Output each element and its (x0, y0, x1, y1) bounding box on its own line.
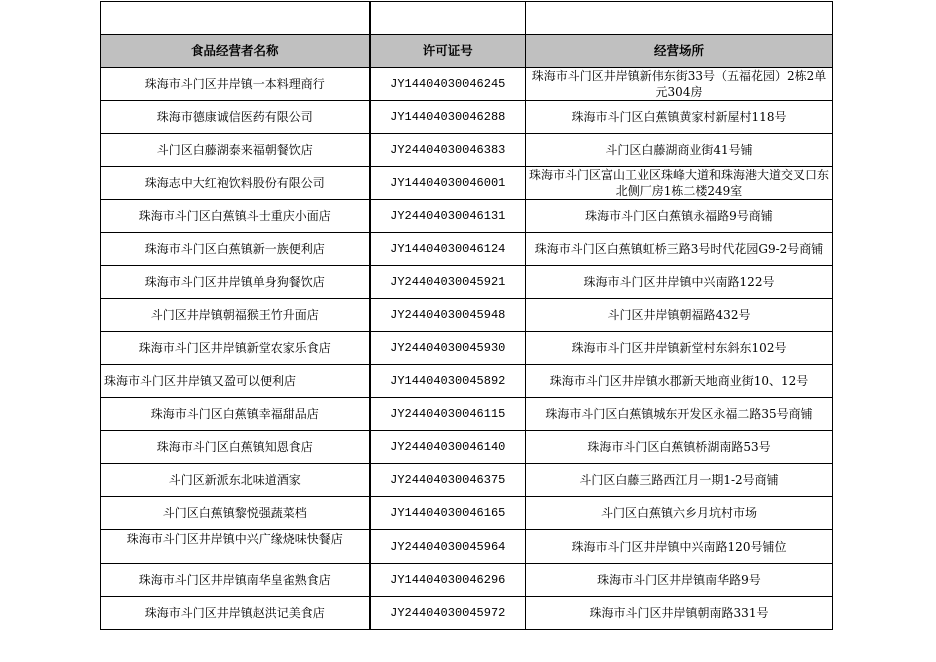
cell-license-number[interactable]: JY14404030046165 (370, 497, 526, 530)
table-row (101, 167, 833, 200)
cell-license-number[interactable]: JY24404030046375 (370, 464, 526, 497)
blank-cell[interactable] (526, 2, 833, 35)
blank-cell[interactable] (101, 2, 370, 35)
cell-address[interactable]: 珠海市斗门区井岸镇朝南路331号 (526, 597, 833, 630)
cell-license-number[interactable]: JY24404030045948 (370, 299, 526, 332)
cell-address[interactable]: 珠海市斗门区井岸镇中兴南路122号 (526, 266, 833, 299)
table-row (101, 497, 833, 530)
cell-business-name[interactable]: 珠海市斗门区白蕉镇知恩食店 (101, 431, 370, 464)
cell-business-name[interactable]: 珠海市德康诚信医药有限公司 (101, 101, 370, 134)
table-row (101, 597, 833, 630)
cell-license-number[interactable]: JY14404030046245 (370, 68, 526, 101)
cell-address[interactable]: 斗门区白蕉镇六乡月坑村市场 (526, 497, 833, 530)
cell-license-number[interactable]: JY24404030046131 (370, 200, 526, 233)
cell-address[interactable]: 珠海市斗门区白蕉镇黄家村新屋村118号 (526, 101, 833, 134)
cell-address[interactable]: 珠海市斗门区井岸镇新伟东街33号（五福花园）2栋2单元304房 (526, 68, 833, 101)
cell-address[interactable]: 斗门区白藤湖商业街41号铺 (526, 134, 833, 167)
table-row (101, 200, 833, 233)
cell-license-number[interactable]: JY24404030046140 (370, 431, 526, 464)
cell-address[interactable]: 珠海市斗门区白蕉镇桥湖南路53号 (526, 431, 833, 464)
cell-license-number[interactable]: JY14404030046124 (370, 233, 526, 266)
cell-business-name[interactable]: 珠海市斗门区井岸镇又盈可以便利店 (101, 365, 370, 398)
header-address[interactable]: 经营场所 (526, 35, 833, 68)
table-body (101, 68, 833, 630)
cell-license-number[interactable]: JY24404030046383 (370, 134, 526, 167)
table-row (101, 68, 833, 101)
cell-license-number[interactable]: JY24404030045972 (370, 597, 526, 630)
cell-business-name[interactable]: 珠海市斗门区井岸镇单身狗餐饮店 (101, 266, 370, 299)
cell-business-name[interactable]: 珠海志中大红袍饮料股份有限公司 (101, 167, 370, 200)
table-row (101, 233, 833, 266)
cell-address[interactable]: 珠海市斗门区井岸镇水郡新天地商业街10、12号 (526, 365, 833, 398)
cell-license-number[interactable]: JY24404030045930 (370, 332, 526, 365)
table-row (101, 134, 833, 167)
cell-address[interactable]: 斗门区白藤三路西江月一期1-2号商铺 (526, 464, 833, 497)
license-table (100, 1, 833, 630)
table-row (101, 266, 833, 299)
cell-business-name[interactable]: 珠海市斗门区井岸镇新堂农家乐食店 (101, 332, 370, 365)
spreadsheet (100, 1, 833, 630)
cell-business-name[interactable]: 斗门区新派东北味道酒家 (101, 464, 370, 497)
blank-row (101, 2, 833, 35)
cell-license-number[interactable]: JY14404030046001 (370, 167, 526, 200)
cell-license-number[interactable]: JY14404030045892 (370, 365, 526, 398)
header-license[interactable]: 许可证号 (370, 35, 526, 68)
table-row (101, 365, 833, 398)
cell-license-number[interactable]: JY14404030046296 (370, 564, 526, 597)
table-row (101, 530, 833, 564)
cell-business-name[interactable]: 斗门区井岸镇朝福猴王竹升面店 (101, 299, 370, 332)
cell-business-name[interactable]: 斗门区白蕉镇黎悦强蔬菜档 (101, 497, 370, 530)
table-row (101, 464, 833, 497)
cell-business-name[interactable]: 斗门区白藤湖泰来福朝餐饮店 (101, 134, 370, 167)
cell-business-name[interactable]: 珠海市斗门区井岸镇南华皇雀熟食店 (101, 564, 370, 597)
cell-license-number[interactable]: JY24404030045921 (370, 266, 526, 299)
table-row (101, 332, 833, 365)
cell-business-name[interactable]: 珠海市斗门区井岸镇一本料理商行 (101, 68, 370, 101)
cell-address[interactable]: 珠海市斗门区白蕉镇城东开发区永福二路35号商铺 (526, 398, 833, 431)
table-row (101, 101, 833, 134)
cell-license-number[interactable]: JY14404030046288 (370, 101, 526, 134)
cell-business-name[interactable]: 珠海市斗门区白蕉镇新一族便利店 (101, 233, 370, 266)
cell-business-name[interactable]: 珠海市斗门区井岸镇中兴广缘烧味快餐店 (101, 530, 370, 564)
cell-address[interactable]: 珠海市斗门区白蕉镇虹桥三路3号时代花园G9-2号商铺 (526, 233, 833, 266)
blank-cell[interactable] (370, 2, 526, 35)
cell-address[interactable]: 珠海市斗门区富山工业区珠峰大道和珠海港大道交叉口东北侧厂房1栋二楼249室 (526, 167, 833, 200)
cell-address[interactable]: 珠海市斗门区白蕉镇永福路9号商铺 (526, 200, 833, 233)
cell-address[interactable]: 珠海市斗门区井岸镇新堂村东斜东102号 (526, 332, 833, 365)
table-row (101, 299, 833, 332)
cell-business-name[interactable]: 珠海市斗门区白蕉镇幸福甜品店 (101, 398, 370, 431)
header-name[interactable]: 食品经营者名称 (101, 35, 370, 68)
table-row (101, 431, 833, 464)
cell-business-name[interactable]: 珠海市斗门区白蕉镇斗士重庆小面店 (101, 200, 370, 233)
cell-license-number[interactable]: JY24404030046115 (370, 398, 526, 431)
cell-address[interactable]: 珠海市斗门区井岸镇南华路9号 (526, 564, 833, 597)
header-row (101, 35, 833, 68)
table-row (101, 564, 833, 597)
table-row (101, 398, 833, 431)
cell-address[interactable]: 珠海市斗门区井岸镇中兴南路120号铺位 (526, 530, 833, 564)
cell-license-number[interactable]: JY24404030045964 (370, 530, 526, 564)
cell-address[interactable]: 斗门区井岸镇朝福路432号 (526, 299, 833, 332)
cell-business-name[interactable]: 珠海市斗门区井岸镇赵洪记美食店 (101, 597, 370, 630)
